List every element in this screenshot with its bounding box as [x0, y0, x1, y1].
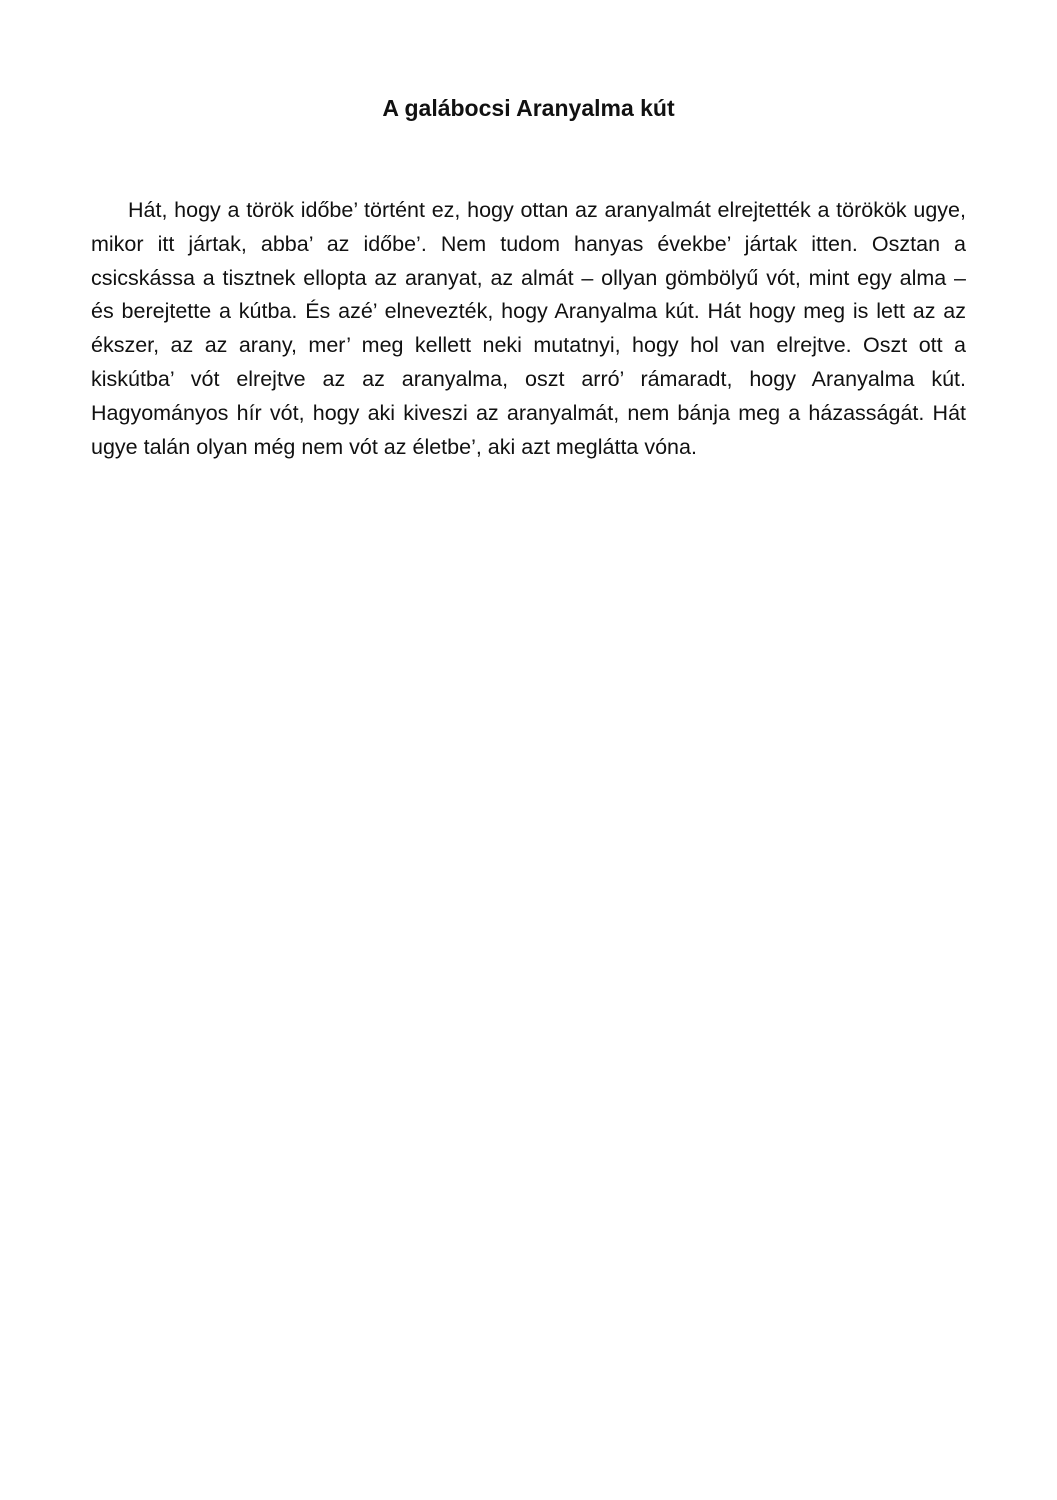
body-paragraph: Hát, hogy a török időbe’ történt ez, hogy ottan az aranyalmát elrejtették a törökök ugye, mikor itt jártak, abba’ az időbe’. Nem tudom hanyas évekbe’ jártak itten. Osztan a csicskássa a tisztnek ellopta az aranyat, az almát – ollyan gömbölyű vót, mint egy alma – és berejtette a kútba. És azé’ elnevezték, hogy Aranyalma kút. Hát hogy meg is lett az az ékszer, az az arany, mer’ meg kellett neki mutatnyi, hogy hol van elrejtve. Oszt ott a kiskútba’ vót elrejtve az az aranyalma, oszt arró’ rámaradt, hogy Aranyalma kút. Hagyományos hír vót, hogy aki kiveszi az aranyalmát, nem bánja meg a házasságát. Hát ugye talán olyan még nem vót az életbe’, aki azt meglátta vóna.: [91, 198, 966, 459]
document-title: A galábocsi Aranyalma kút: [382, 95, 675, 121]
